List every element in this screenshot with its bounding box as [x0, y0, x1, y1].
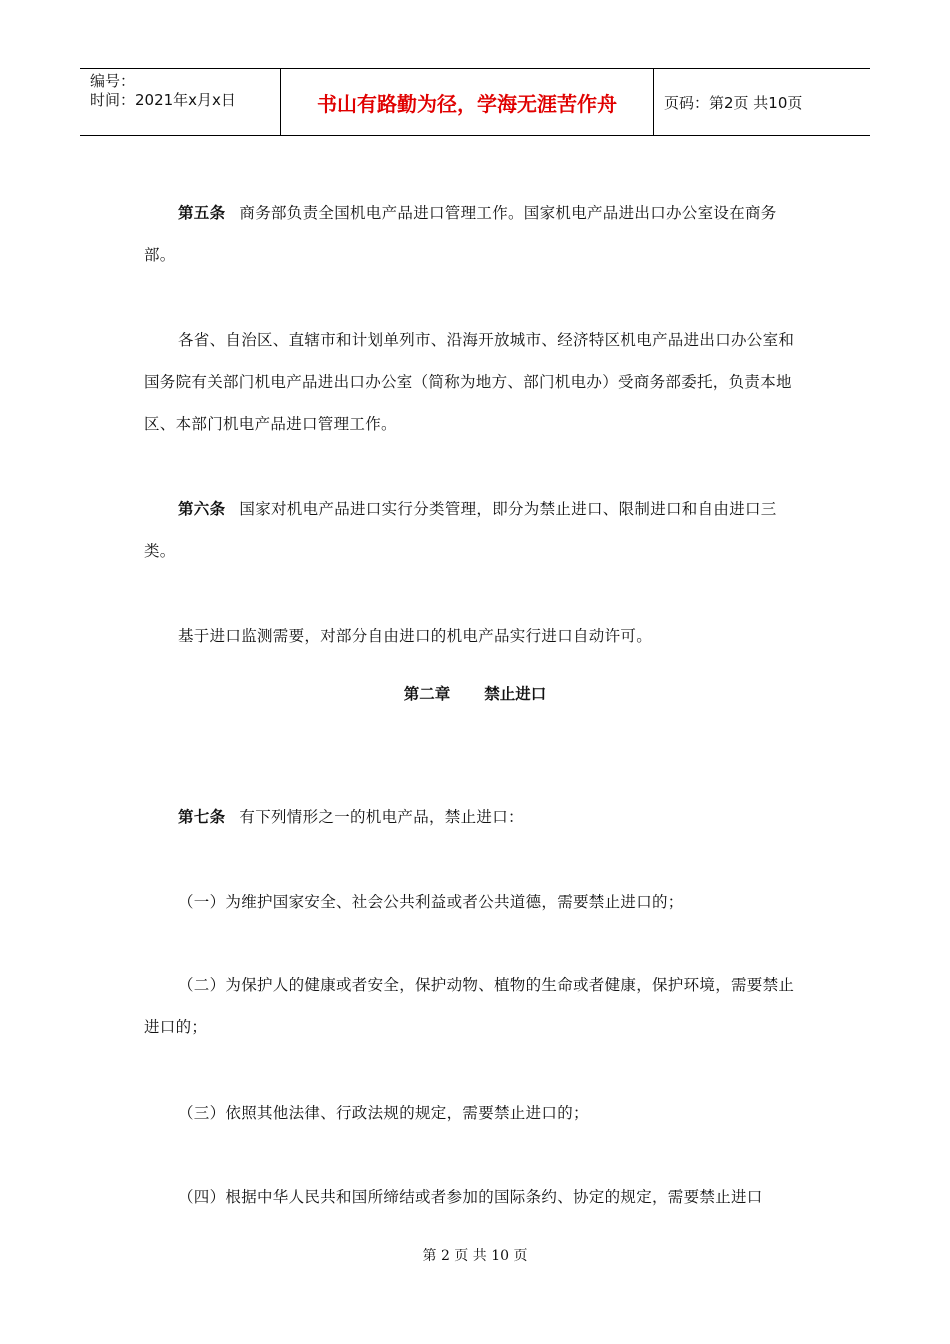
header-left-cell [80, 69, 281, 135]
document-header [80, 68, 870, 136]
article-6-title: 第六条 [178, 500, 226, 518]
article-7-text: 有下列情形之一的机电产品，禁止进口： [239, 808, 524, 826]
local-office-paragraph: 各省、自治区、直辖市和计划单列市、沿海开放城市、经济特区机电产品进出口办公室和国务院有关部门机电产品进出口办公室（简称为地方、部门机电办）受商务部委托，负责本地区、本部门机电产品进口管理工作。 [144, 331, 795, 433]
header-page-info: 页码：第2页 共10页 [664, 94, 803, 112]
header-motto: 书山有路勤为径，学海无涯苦作舟 [317, 92, 617, 116]
article-7-paragraph [144, 796, 799, 838]
chapter-heading [0, 682, 950, 706]
header-middle-cell [281, 69, 654, 135]
list-item-1: （一）为维护国家安全、社会公共利益或者公共道德，需要禁止进口的； [178, 893, 684, 911]
list-item-2: （二）为保护人的健康或者安全，保护动物、植物的生命或者健康，保护环境，需要禁止进口的； [144, 976, 795, 1036]
header-right-cell [654, 69, 870, 135]
doc-number-label: 编号： [90, 72, 136, 90]
article-5-paragraph [144, 192, 799, 276]
chapter-title: 禁止进口 [484, 685, 547, 703]
article-7-title: 第七条 [178, 808, 226, 826]
chapter-number: 第二章 [403, 685, 451, 703]
doc-time-label: 时间：2021年x月x日 [90, 91, 236, 109]
list-item-4: （四）根据中华人民共和国所缔结或者参加的国际条约、协定的规定，需要禁止进口 [178, 1188, 763, 1206]
auto-license-paragraph: 基于进口监测需要，对部分自由进口的机电产品实行进口自动许可。 [178, 627, 653, 645]
page-footer: 第 2 页 共 10 页 [422, 1248, 528, 1264]
article-6-paragraph [144, 488, 799, 572]
article-6-text: 国家对机电产品进口实行分类管理，即分为禁止进口、限制进口和自由进口三类。 [144, 500, 777, 560]
list-item-3: （三）依照其他法律、行政法规的规定，需要禁止进口的； [178, 1104, 589, 1122]
article-5-title: 第五条 [178, 204, 226, 222]
article-5-text: 商务部负责全国机电产品进口管理工作。国家机电产品进出口办公室设在商务部。 [144, 204, 777, 264]
